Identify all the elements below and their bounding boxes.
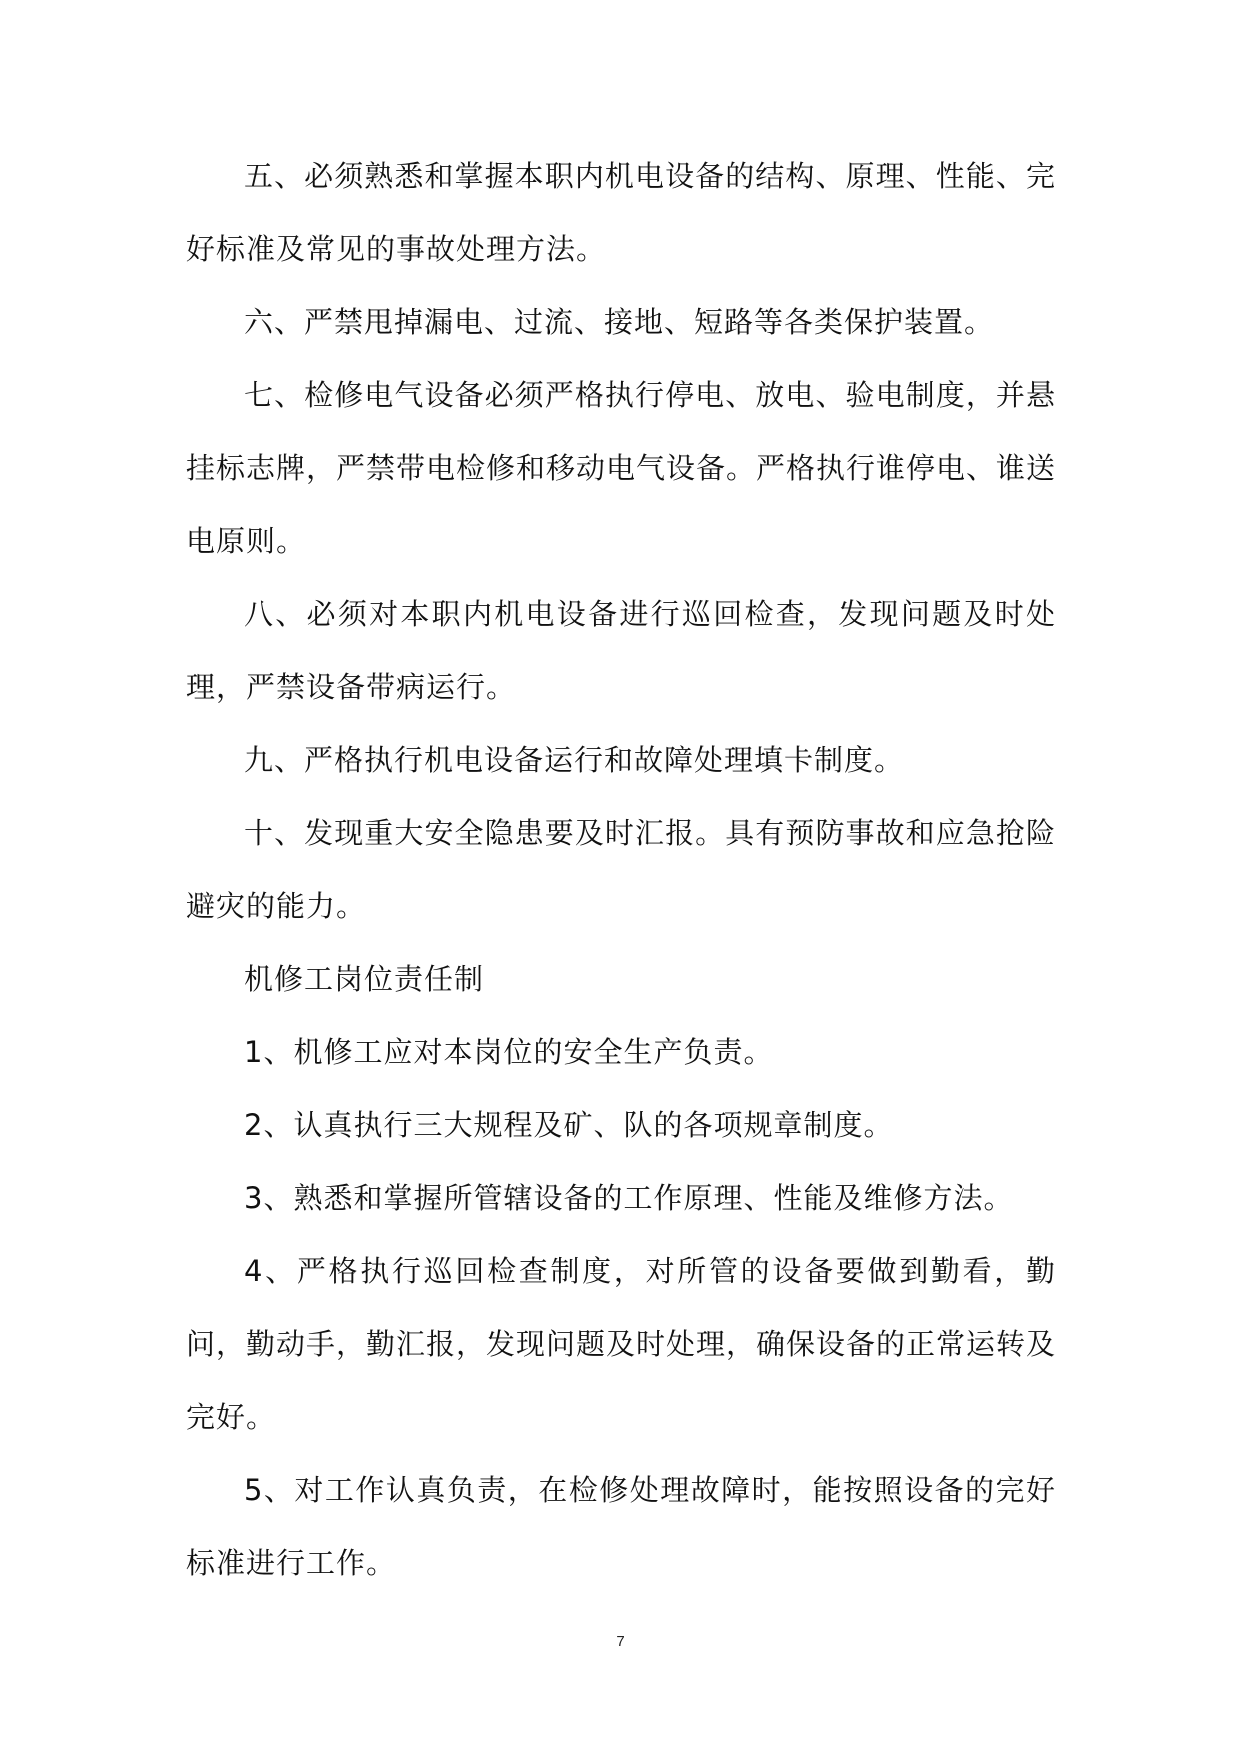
list-item-4: 4、严格执行巡回检查制度，对所管的设备要做到勤看，勤问，勤动手，勤汇报，发现问题及时处理，确保设备的正常运转及完好。 bbox=[186, 1254, 1057, 1434]
paragraph-7: 七、检修电气设备必须严格执行停电、放电、验电制度，并悬挂标志牌，严禁带电检修和移动电气设备。严格执行谁停电、谁送电原则。 bbox=[186, 378, 1057, 558]
document-body bbox=[186, 140, 1056, 1600]
page-number: 7 bbox=[616, 1633, 625, 1650]
paragraph-10: 十、发现重大安全隐患要及时汇报。具有预防事故和应急抢险避灾的能力。 bbox=[186, 816, 1056, 923]
list-item-5: 5、对工作认真负责，在检修处理故障时，能按照设备的完好标准进行工作。 bbox=[186, 1473, 1056, 1580]
list-item-3: 3、熟悉和掌握所管辖设备的工作原理、性能及维修方法。 bbox=[244, 1181, 1014, 1215]
paragraph-6: 六、严禁甩掉漏电、过流、接地、短路等各类保护装置。 bbox=[244, 305, 995, 339]
list-item-2: 2、认真执行三大规程及矿、队的各项规章制度。 bbox=[244, 1108, 894, 1142]
list-item-1: 1、机修工应对本岗位的安全生产负责。 bbox=[244, 1035, 774, 1069]
paragraph-8: 八、必须对本职内机电设备进行巡回检查，发现问题及时处理，严禁设备带病运行。 bbox=[186, 597, 1056, 704]
paragraph-5: 五、必须熟悉和掌握本职内机电设备的结构、原理、性能、完好标准及常见的事故处理方法。 bbox=[186, 159, 1056, 266]
section-heading: 机修工岗位责任制 bbox=[244, 962, 485, 996]
paragraph-9: 九、严格执行机电设备运行和故障处理填卡制度。 bbox=[244, 743, 905, 777]
